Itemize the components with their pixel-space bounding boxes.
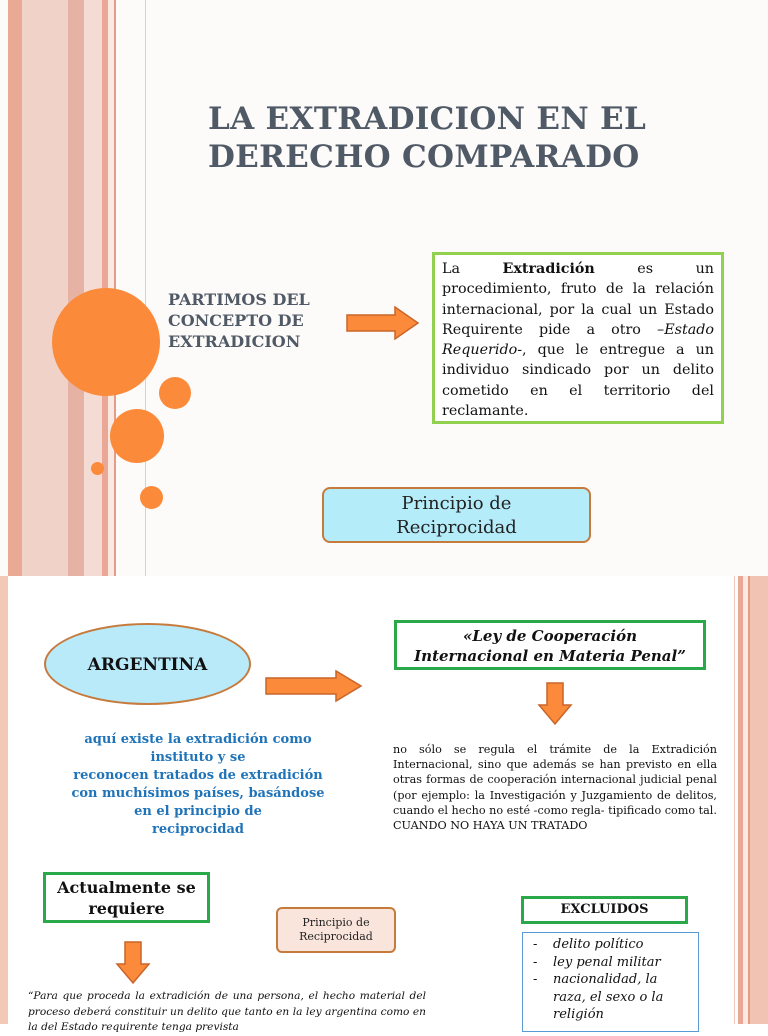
list-item: - nacionalidad, la raza, el sexo o la religión — [529, 971, 692, 1024]
description-line: reciprocidad — [151, 822, 245, 837]
law-description — [393, 742, 717, 833]
decorative-circle — [110, 409, 164, 463]
decorative-stripe — [8, 0, 22, 576]
decorative-circle — [91, 462, 104, 475]
definition-prefix: La — [442, 261, 503, 277]
slide-2 — [0, 576, 768, 1033]
argentina-description — [46, 731, 350, 839]
decorative-stripe — [22, 0, 68, 576]
description-line: instituto y se — [150, 750, 246, 765]
description-line: con muchísimos países, basándose — [71, 786, 325, 801]
decorative-stripe — [68, 0, 84, 576]
law-description-text: CUANDO NO HAYA UN TRATADO — [393, 819, 588, 833]
excluded-box: EXCLUIDOS — [521, 896, 688, 924]
reciprocity-line: Reciprocidad — [396, 517, 517, 538]
reciprocity-box — [322, 487, 591, 543]
currently-required-box — [43, 872, 210, 923]
arrow-right-icon — [345, 305, 421, 341]
decorative-stripe — [0, 576, 8, 1024]
slide-title — [208, 100, 728, 176]
definition-italic: Estado Requerido- — [442, 321, 714, 359]
law-title-line: «Ley de Cooperación — [462, 627, 637, 645]
legal-quote: “Para que proceda la extradición de una persona, el hecho material del proceso deberá constituir un delito que tanto en la ley argentina como en la del Estado requirente tenga prevista — [28, 990, 426, 1033]
concept-line: PARTIMOS DEL — [168, 290, 310, 309]
definition-term: Extradición — [502, 261, 595, 277]
law-title-box — [394, 620, 706, 670]
law-title-line: Internacional en Materia Penal” — [414, 647, 686, 665]
arrow-down-icon — [537, 681, 573, 727]
decorative-stripe — [0, 0, 8, 576]
title-line: DERECHO COMPARADO — [208, 139, 640, 175]
reciprocity-small-box — [276, 907, 396, 953]
concept-line: EXTRADICION — [168, 332, 301, 351]
concept-line: CONCEPTO DE — [168, 311, 304, 330]
excluded-list — [522, 932, 699, 1032]
reciprocity-line: Reciprocidad — [299, 930, 373, 943]
decorative-circle-large — [52, 288, 160, 396]
reciprocity-line: Principio de — [401, 493, 512, 514]
argentina-ellipse: ARGENTINA — [44, 623, 251, 705]
definition-box — [432, 252, 724, 424]
definition-text: , que le entregue a un individuo sindicado por un delito cometido en el territorio del reclamante. — [442, 342, 714, 420]
decorative-circle — [159, 377, 191, 409]
description-line: reconocen tratados de extradición — [73, 768, 323, 783]
concept-heading — [168, 289, 348, 352]
arrow-down-icon — [115, 940, 151, 986]
currently-required-line: Actualmente se — [57, 878, 196, 897]
decorative-stripe — [734, 576, 735, 1024]
decorative-stripe — [750, 576, 768, 1024]
currently-required-line: requiere — [88, 899, 165, 918]
description-line: en el principio de — [134, 804, 262, 819]
title-line: LA EXTRADICION EN EL — [208, 101, 647, 137]
law-description-text: no sólo se regula el trámite de la Extradición Internacional, sino que además se han previsto en ella otras formas de cooperación internacional judicial penal (por ejemplo: la Investigación y Juzgamiento de delitos, cuando el hecho no esté -como regla- tipificado como tal. — [393, 743, 717, 817]
description-line: aquí existe la extradición como — [84, 732, 312, 747]
definition-text: es un procedimiento, fruto de la relación internacional, por la cual un Estado Requirente pide a otro – — [442, 261, 714, 338]
reciprocity-line: Principio de — [302, 916, 370, 929]
list-item: - ley penal militar — [529, 954, 692, 972]
decorative-circle — [140, 486, 163, 509]
arrow-right-icon — [264, 669, 364, 703]
list-item: - delito político — [529, 936, 692, 954]
